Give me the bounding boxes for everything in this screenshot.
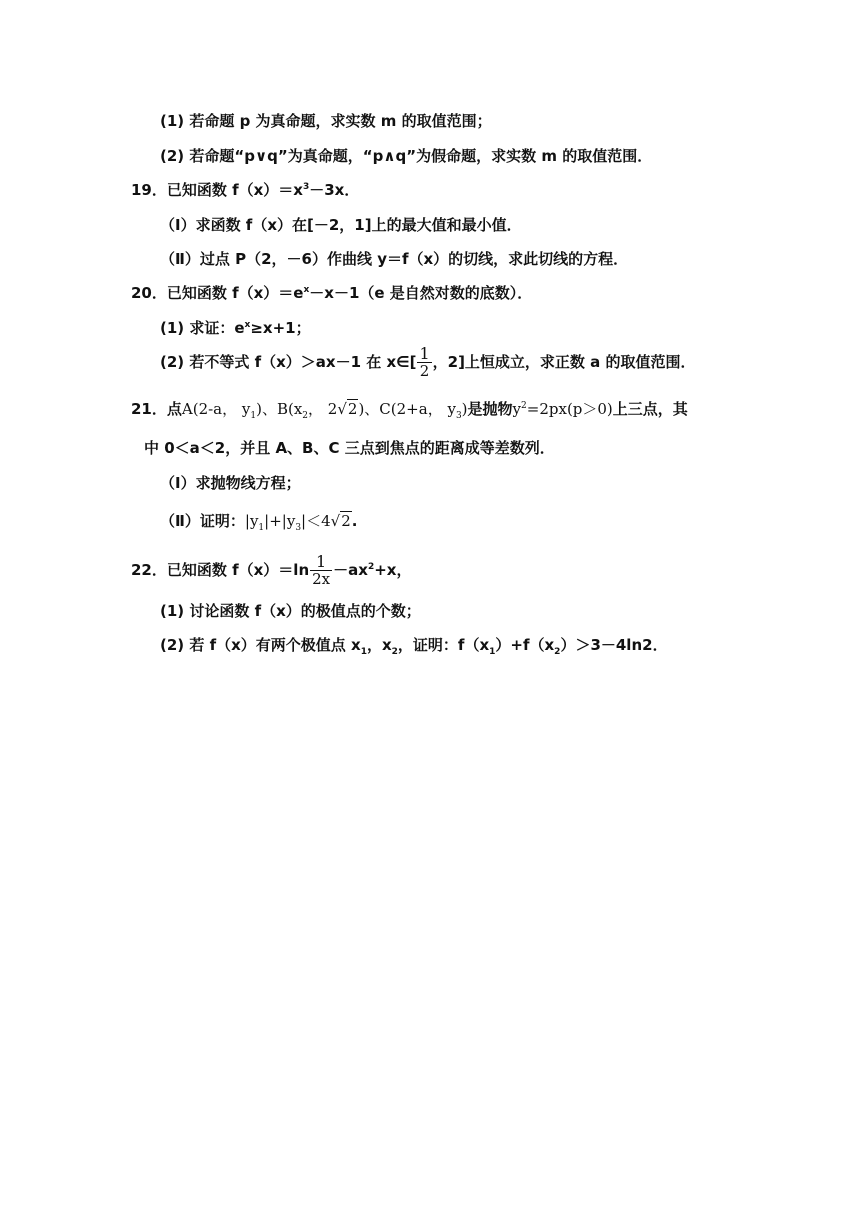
q22-part1-text: (1) 讨论函数 f（x）的极值点的个数； (160, 602, 421, 620)
q19-exponent: 3 (302, 182, 310, 192)
q21-part2-text: （Ⅱ）证明： (160, 512, 245, 530)
q22-part2-text: (2) 若 f（x）有两个极值点 x (160, 636, 361, 654)
q22-part2-text-e: ）＞3－4ln2． (560, 636, 668, 654)
q22-part2-text-b: ，x (366, 636, 392, 654)
q21-parabola-exponent: 2 (521, 401, 527, 411)
q22-number: 22． (131, 561, 167, 579)
q21-sqrt: √2 (337, 400, 358, 418)
q22-x2-sub: 2 (391, 647, 398, 657)
q19-part2-text: （Ⅱ）过点 P（2，－6）作曲线 y＝f（x）的切线，求此切线的方程． (160, 250, 629, 268)
q21-stem-line2 (144, 437, 555, 459)
q20-exponent: x (303, 285, 310, 295)
q21-stem-text-mid: 是抛物 (467, 400, 513, 418)
q21-parabola-rhs: =2px(p＞0) (526, 400, 613, 418)
q20-part1-text: (1) 求证：e (160, 319, 245, 337)
q22-stem-text-end: +x， (374, 561, 412, 579)
q20-stem (131, 282, 532, 307)
q20-fraction (417, 346, 431, 379)
q21-line2-text: 中 0＜a＜2，并且 A、B、C 三点到焦点的距离成等差数列． (144, 439, 555, 457)
q20-stem-text: 已知函数 f（x）＝e (166, 284, 304, 302)
q21-part2-radicand: 2 (341, 512, 351, 530)
q18-part2-text: (2) 若命题“p∨q”为真命题，“p∧q”为假命题，求实数 m 的取值范围． (160, 147, 653, 165)
q21-point-a-sub: 1 (250, 411, 257, 421)
q22-part2-text-d: ）+f（x (495, 636, 555, 654)
q22-exponent: 2 (367, 562, 375, 572)
q21-stem-text: 点 (166, 400, 182, 418)
q21-stem (131, 398, 688, 423)
q20-part1-exponent: x (244, 320, 251, 330)
q21-part2-sqrt: √2 (330, 512, 351, 530)
q22-part2 (160, 634, 668, 659)
q21-number: 21． (131, 400, 167, 418)
q19-part1-text: （Ⅰ）求函数 f（x）在[－2，1]上的最大值和最小值． (160, 216, 522, 234)
q20-part2-text: (2) 若不等式 f（x）＞ax－1 在 x∈[ (160, 353, 417, 371)
q22-fx1-sub: 1 (489, 647, 496, 657)
q22-part2-text-c: ，证明：f（x (397, 636, 490, 654)
q20-part2-text-end: ，2]上恒成立，求正数 a 的取值范围． (432, 353, 696, 371)
q21-point-c: )、C(2+a， y (358, 400, 456, 418)
q21-points-formula (181, 400, 468, 421)
q22-stem-text-mid: －ax (333, 561, 368, 579)
q21-point-b: )、B(x (256, 400, 303, 418)
q19-part1 (160, 214, 522, 236)
q18-part1-text: (1) 若命题 p 为真命题，求实数 m 的取值范围； (160, 112, 492, 130)
q21-part2-formula (244, 512, 352, 533)
q19-number: 19． (131, 181, 167, 199)
q20-fraction-numerator: 1 (419, 344, 430, 363)
q21-abs-y3-sub: 3 (295, 523, 302, 533)
q21-parabola-formula (513, 400, 613, 418)
q21-point-b-sub: 2 (302, 411, 309, 421)
q21-point-b-mid: ， 2 (308, 400, 338, 418)
q21-part2-period: . (351, 512, 358, 530)
q20-stem-text-end: －x－1（e 是自然对数的底数）． (309, 284, 533, 302)
q19-stem (131, 179, 359, 204)
q19-part2 (160, 248, 628, 270)
q22-stem (131, 552, 411, 591)
q21-abs-y1-sub: 1 (258, 523, 265, 533)
q21-point-c-end: ) (461, 400, 468, 418)
q21-abs-y3: |+|y (264, 512, 296, 530)
q20-fraction-denominator: 2 (419, 362, 430, 380)
q20-part2 (160, 345, 696, 379)
q18-part1 (160, 110, 492, 132)
q21-part1 (160, 472, 301, 494)
q21-sqrt-radicand: 2 (347, 400, 358, 418)
q21-part1-text: （Ⅰ）求抛物线方程； (160, 474, 301, 492)
q21-abs-y1: |y (244, 512, 259, 530)
q22-fx2-sub: 2 (554, 647, 561, 657)
q19-stem-text: 已知函数 f（x）＝x (166, 181, 303, 199)
q22-fraction-denominator: 2x (312, 570, 331, 588)
q21-stem-text-end: 上三点，其 (612, 400, 688, 418)
q21-point-a: A(2-a， y (181, 400, 251, 418)
q19-stem-text-end: －3x． (309, 181, 360, 199)
q20-part1 (160, 317, 311, 342)
q21-part2 (160, 510, 357, 535)
q21-point-c-sub: 3 (455, 411, 462, 421)
q20-part1-text-end: ≥x+1； (250, 319, 311, 337)
q20-number: 20． (131, 284, 167, 302)
q21-inequality: |＜4 (301, 512, 331, 530)
q22-part1 (160, 600, 421, 622)
q21-parabola-y: y (512, 400, 522, 418)
q22-stem-text: 已知函数 f（x）＝ln (166, 561, 310, 579)
q22-fraction-numerator: 1 (310, 554, 332, 571)
q22-x1-sub: 1 (360, 647, 367, 657)
q22-fraction (310, 554, 332, 587)
q18-part2 (160, 145, 652, 167)
